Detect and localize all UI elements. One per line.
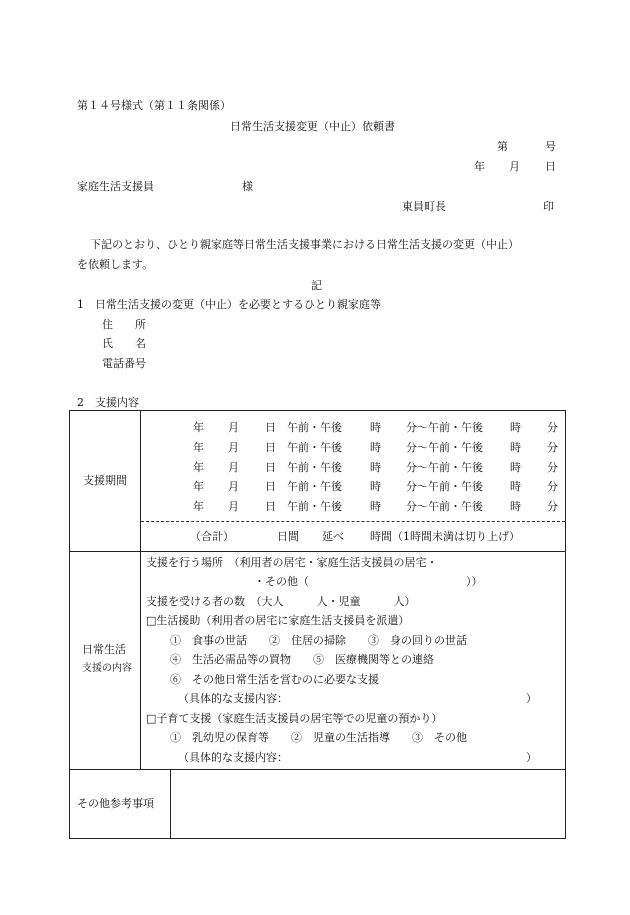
total-goukei: （合計） [190, 530, 234, 543]
period-nichi: 日 [265, 441, 276, 454]
period-gatsu: 月 [228, 441, 239, 454]
content-place: 支援を行う場所 （利用者の居宅・家庭生活支援員の居宅・ [146, 556, 438, 569]
period-ji1: 時 [370, 461, 381, 474]
form-number: 第１４号様式（第１１条関係） [77, 99, 231, 112]
period-nen: 年 [193, 421, 204, 434]
total-nobe: 延べ [322, 530, 344, 543]
seal-mark: 印 [543, 200, 554, 213]
date-year: 年 [474, 160, 485, 173]
period-ampm1: 午前・午後 [287, 461, 342, 474]
period-fun-kara: 分～午前・午後 [406, 500, 483, 513]
period-nichi: 日 [265, 421, 276, 434]
content-place-close: ）） [466, 575, 483, 588]
period-nen: 年 [193, 441, 204, 454]
content-place-other: ・その他（ [254, 575, 309, 588]
total-days: 日間 [277, 530, 299, 543]
period-fun-kara: 分～午前・午後 [406, 461, 483, 474]
period-ji2: 時 [510, 421, 521, 434]
section2-heading: 2 支援内容 [77, 396, 139, 409]
period-fun-kara: 分～午前・午後 [406, 480, 483, 493]
date-month: 月 [509, 160, 520, 173]
content-childcare-support: □子育て支援（家庭生活支援員の居宅等での児童の預かり） [146, 712, 443, 725]
number-go: 号 [545, 140, 556, 153]
field-address: 住 所 [102, 318, 146, 331]
date-day: 日 [545, 160, 556, 173]
content-living-detail-close: ） [526, 692, 537, 705]
number-dai: 第 [497, 140, 508, 153]
addressee-honorific: 様 [242, 180, 253, 193]
period-fun-kara: 分～午前・午後 [406, 421, 483, 434]
content-living-items-3: ⑥ その他日常生活を営むのに必要な支援 [170, 673, 379, 686]
period-fun2: 分 [547, 480, 558, 493]
period-ji1: 時 [370, 441, 381, 454]
period-ji1: 時 [370, 421, 381, 434]
total-hours: 時間（1時間未満は切り上げ） [370, 530, 520, 543]
content-label-line-2: 支援の内容 [82, 663, 132, 674]
period-nen: 年 [193, 480, 204, 493]
period-ji2: 時 [510, 500, 521, 513]
period-ampm1: 午前・午後 [287, 480, 342, 493]
period-ampm1: 午前・午後 [287, 421, 342, 434]
addressee: 家庭生活支援員 [77, 180, 154, 193]
paragraph-line-1: 下記のとおり、ひとり親家庭等日常生活支援事業における日常生活支援の変更（中止） [90, 238, 519, 251]
period-nen: 年 [193, 461, 204, 474]
content-childcare-detail-close: ） [526, 751, 537, 764]
period-ji2: 時 [510, 441, 521, 454]
period-gatsu: 月 [228, 461, 239, 474]
period-ji2: 時 [510, 461, 521, 474]
other-label: その他参考事項 [77, 797, 154, 810]
period-fun2: 分 [547, 441, 558, 454]
content-living-items-1: ① 食事の世話 ② 住居の掃除 ③ 身の回りの世話 [170, 634, 467, 647]
period-fun2: 分 [547, 421, 558, 434]
period-ampm1: 午前・午後 [287, 441, 342, 454]
period-nen: 年 [193, 500, 204, 513]
period-gatsu: 月 [228, 421, 239, 434]
period-fun-kara: 分～午前・午後 [406, 441, 483, 454]
period-fun2: 分 [547, 461, 558, 474]
period-ji2: 時 [510, 480, 521, 493]
content-living-detail: （具体的な支援内容： [178, 692, 288, 705]
period-label: 支援期間 [83, 474, 127, 487]
ki-mark: 記 [311, 279, 322, 292]
content-living-items-2: ④ 生活必需品等の買物 ⑤ 医療機関等との連絡 [170, 653, 434, 666]
period-fun2: 分 [547, 500, 558, 513]
period-nichi: 日 [265, 480, 276, 493]
content-childcare-detail: （具体的な支援内容： [178, 751, 288, 764]
content-childcare-items: ① 乳幼児の保育等 ② 児童の生活指導 ③ その他 [170, 731, 467, 744]
field-phone: 電話番号 [102, 357, 146, 370]
content-persons: 支援を受ける者の数 （大人 人・児童 人） [146, 595, 416, 608]
field-name: 氏 名 [102, 337, 146, 350]
content-label-line-1: 日常生活 [82, 643, 126, 656]
period-nichi: 日 [265, 461, 276, 474]
period-gatsu: 月 [228, 480, 239, 493]
sender: 東員町長 [402, 200, 446, 213]
period-ji1: 時 [370, 480, 381, 493]
paragraph-line-2: を依頼します。 [77, 258, 154, 271]
period-gatsu: 月 [228, 500, 239, 513]
section1-heading: 1 日常生活支援の変更（中止）を必要とするひとり親家庭等 [77, 298, 381, 311]
document-title: 日常生活支援変更（中止）依頼書 [230, 120, 395, 133]
period-ampm1: 午前・午後 [287, 500, 342, 513]
period-nichi: 日 [265, 500, 276, 513]
content-living-support: □生活援助（利用者の居宅に家庭生活支援員を派遣） [146, 614, 410, 627]
period-ji1: 時 [370, 500, 381, 513]
